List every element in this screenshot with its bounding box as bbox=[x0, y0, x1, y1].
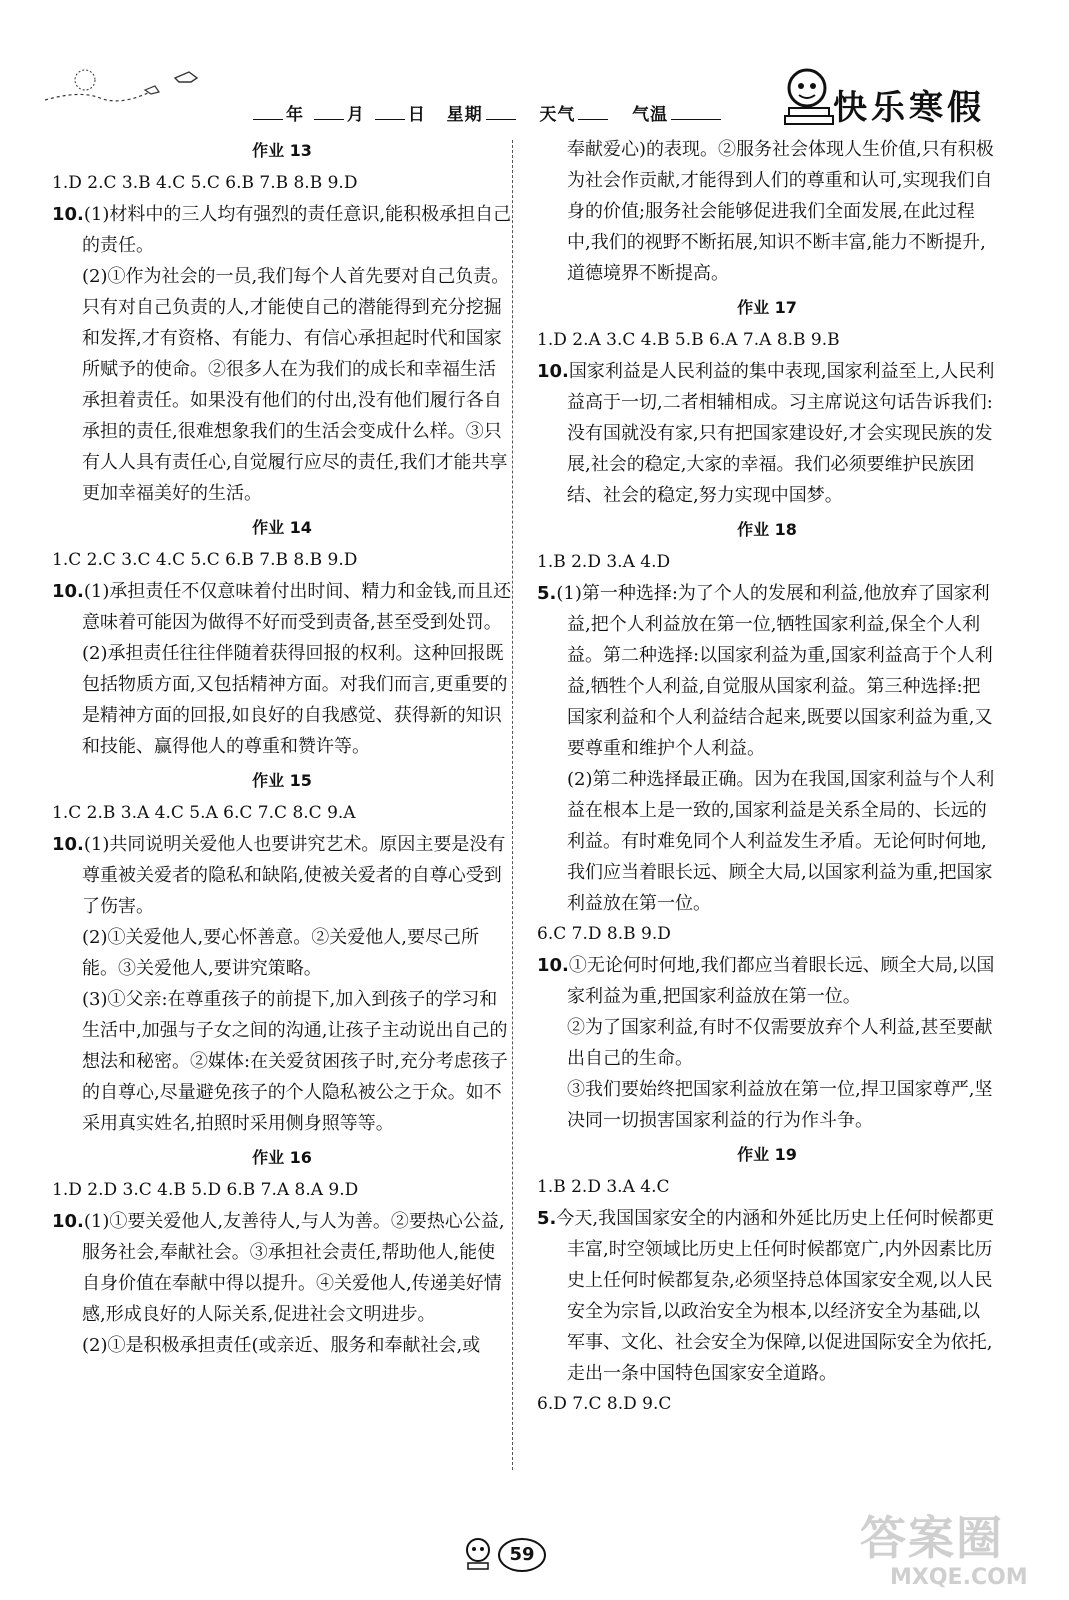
hw15-answers: 1.C 2.B 3.A 4.C 5.A 6.C 7.C 8.C 9.A bbox=[52, 803, 356, 823]
brand-logo bbox=[775, 62, 1015, 132]
hw14-title: 作业 14 bbox=[252, 518, 312, 537]
hw17-answers: 1.D 2.A 3.C 4.B 5.B 6.A 7.A 8.B 9.B bbox=[537, 330, 840, 350]
left-column bbox=[52, 132, 512, 1361]
hw19-title: 作业 19 bbox=[737, 1145, 797, 1164]
hw19-answers-2: 6.D 7.C 8.D 9.C bbox=[537, 1394, 672, 1414]
hw19-q5 bbox=[537, 1203, 997, 1389]
year-label: 年 bbox=[286, 105, 304, 125]
weekday-label: 星期 bbox=[446, 105, 483, 125]
hw17-title: 作业 17 bbox=[737, 298, 797, 317]
hw16-q10-p1: (1)①要关爱他人,友善待人,与人为善。②要热心公益,服务社会,奉献社会。③承担社会责任,帮助他人,能使自身价值在奉献中得以提升。④关爱他人,传递美好情感,形成良好的人际关系,促进社会文明进步。 bbox=[82, 1211, 505, 1325]
hw18-q5 bbox=[537, 578, 997, 764]
day-label: 日 bbox=[407, 105, 426, 125]
brand-title: 快乐寒假 bbox=[833, 88, 985, 128]
hw18-q10-p2: ②为了国家利益,有时不仅需要放弃个人利益,甚至要献出自己的生命。 bbox=[567, 1017, 993, 1069]
hw18-q5-p1: (1)第一种选择:为了个人的发展和利益,他放弃了国家利益,把个人利益放在第一位,牺牲国家利益,保全个人利益。第二种选择:以国家利益为重,国家利益高于个人利益,牺牲个人利益,自觉服从国家利益。第三种选择:把国家利益和个人利益结合起来,既要以国家利益为重,又要尊重和维护个人利益。 bbox=[556, 583, 993, 759]
hw19-answers-1: 1.B 2.D 3.A 4.C bbox=[537, 1177, 670, 1197]
hw16-q10-p2: (2)①是积极承担责任(或亲近、服务和奉献社会,或 bbox=[82, 1335, 481, 1356]
hw16-q10 bbox=[52, 1206, 512, 1330]
watermark-url: MXQE.COM bbox=[890, 1565, 1028, 1590]
hw19-q5-p1: 今天,我国国家安全的内涵和外延比历史上任何时候都更丰富,时空领域比历史上任何时候都宽广,内外因素比历史上任何时候都复杂,必须坚持总体国家安全观,以人民安全为宗旨,以政治安全为根本,以经济安全为基础,以军事、文化、社会安全为保障,以促进国际安全为依托,走出一条中国特色国家安全道路。 bbox=[556, 1208, 995, 1384]
weather-label: 天气 bbox=[539, 105, 576, 125]
hw13-q10-num: 10. bbox=[52, 204, 84, 225]
hw18-title: 作业 18 bbox=[737, 520, 797, 539]
hw14-answers: 1.C 2.C 3.C 4.C 5.C 6.B 7.B 8.B 9.D bbox=[52, 550, 358, 570]
hw13-q10-p1: (1)材料中的三人均有强烈的责任意识,能积极承担自己的责任。 bbox=[82, 204, 512, 256]
right-column bbox=[537, 132, 997, 1420]
hw18-q10-p3: ③我们要始终把国家利益放在第一位,捍卫国家尊严,坚决同一切损害国家利益的行为作斗争。 bbox=[567, 1079, 993, 1131]
watermark bbox=[860, 1510, 1050, 1590]
hw16-title: 作业 16 bbox=[252, 1148, 312, 1167]
page-header bbox=[0, 0, 1069, 140]
hw18-answers-2: 6.C 7.D 8.B 9.D bbox=[537, 924, 671, 944]
hw14-q10-num: 10. bbox=[52, 581, 84, 602]
column-divider bbox=[512, 140, 513, 1470]
hw13-title: 作业 13 bbox=[252, 141, 312, 160]
hw15-q10-num: 10. bbox=[52, 834, 84, 855]
hw18-q10 bbox=[537, 950, 997, 1012]
watermark-text: 答案圈 bbox=[860, 1511, 1004, 1565]
hw18-q10-num: 10. bbox=[537, 955, 569, 976]
hw15-q10-p3: (3)①父亲:在尊重孩子的前提下,加入到孩子的学习和生活中,加强与子女之间的沟通,让孩子主动说出自己的想法和秘密。②媒体:在关爱贫困孩子时,充分考虑孩子的自尊心,尽量避免孩子的个人隐私被公之于众。如不采用真实姓名,拍照时采用侧身照等等。 bbox=[82, 989, 508, 1134]
mascot-small-icon bbox=[460, 1534, 496, 1574]
hw17-q10 bbox=[537, 356, 997, 511]
hw16-continued: 奉献爱心)的表现。②服务社会体现人生价值,只有积极为社会作贡献,才能得到人们的尊重和认可,实现我们自身的价值;服务社会能够促进我们全面发展,在此过程中,我们的视野不断拓展,知识不断丰富,能力不断提升,道德境界不断提高。 bbox=[567, 139, 994, 284]
hw13-q10-p2: (2)①作为社会的一员,我们每个人首先要对自己负责。只有对自己负责的人,才能使自己的潜能得到充分挖掘和发挥,才有资格、有能力、有信心承担起时代和国家所赋予的使命。②很多人在为我们的成长和幸福生活承担着责任。如果没有他们的付出,没有他们履行各自承担的责任,很难想象我们的生活会变成什么样。③只有人人具有责任心,自觉履行应尽的责任,我们才能共享更加幸福美好的生活。 bbox=[82, 266, 510, 504]
hw14-q10-p2: (2)承担责任往往伴随着获得回报的权利。这种回报既包括物质方面,又包括精神方面。对我们而言,更重要的是精神方面的回报,如良好的自我感觉、获得新的知识和技能、赢得他人的尊重和赞许等。 bbox=[82, 643, 508, 757]
hw18-q5-p2: (2)第二种选择最正确。因为在我国,国家利益与个人利益在根本上是一致的,国家利益是关系全局的、长远的利益。有时难免同个人利益发生矛盾。无论何时何地,我们应当着眼长远、顾全大局,以国家利益为重,把国家利益放在第一位。 bbox=[567, 769, 995, 914]
bird-doodle-icon bbox=[40, 60, 210, 110]
hw14-q10-p1: (1)承担责任不仅意味着付出时间、精力和金钱,而且还意味着可能因为做得不好而受到责备,甚至受到处罚。 bbox=[82, 581, 512, 633]
hw15-q10-p1: (1)共同说明关爱他人也要讲究艺术。原因主要是没有尊重被关爱者的隐私和缺陷,使被关爱者的自尊心受到了伤害。 bbox=[82, 834, 506, 917]
hw15-q10-p2: (2)①关爱他人,要心怀善意。②关爱他人,要尽己所能。③关爱他人,要讲究策略。 bbox=[82, 927, 479, 979]
hw17-q10-p1: 国家利益是人民利益的集中表现,国家利益至上,人民利益高于一切,二者相辅相成。习主席说这句话告诉我们:没有国就没有家,只有把国家建设好,才会实现民族的发展,社会的稳定,大家的幸福。我们必须要维护民族团结、社会的稳定,努力实现中国梦。 bbox=[567, 361, 995, 506]
hw15-q10 bbox=[52, 829, 512, 922]
month-label: 月 bbox=[346, 105, 365, 125]
hw15-title: 作业 15 bbox=[252, 771, 312, 790]
page-footer bbox=[460, 1530, 610, 1580]
temperature-label: 气温 bbox=[632, 105, 669, 125]
hw19-q5-num: 5. bbox=[537, 1208, 557, 1229]
date-weather-line bbox=[250, 100, 724, 125]
page-number: 59 bbox=[498, 1538, 546, 1572]
hw14-q10 bbox=[52, 576, 512, 638]
hw18-q5-num: 5. bbox=[537, 583, 557, 604]
hw17-q10-num: 10. bbox=[537, 361, 569, 382]
hw13-answers: 1.D 2.C 3.B 4.C 5.C 6.B 7.B 8.B 9.D bbox=[52, 173, 358, 193]
hw18-q10-p1: ①无论何时何地,我们都应当着眼长远、顾全大局,以国家利益为重,把国家利益放在第一位。 bbox=[567, 955, 995, 1007]
hw13-q10 bbox=[52, 199, 512, 261]
hw18-answers-1: 1.B 2.D 3.A 4.D bbox=[537, 552, 671, 572]
hw16-answers: 1.D 2.D 3.C 4.B 5.D 6.B 7.A 8.A 9.D bbox=[52, 1180, 359, 1200]
hw16-q10-num: 10. bbox=[52, 1211, 84, 1232]
